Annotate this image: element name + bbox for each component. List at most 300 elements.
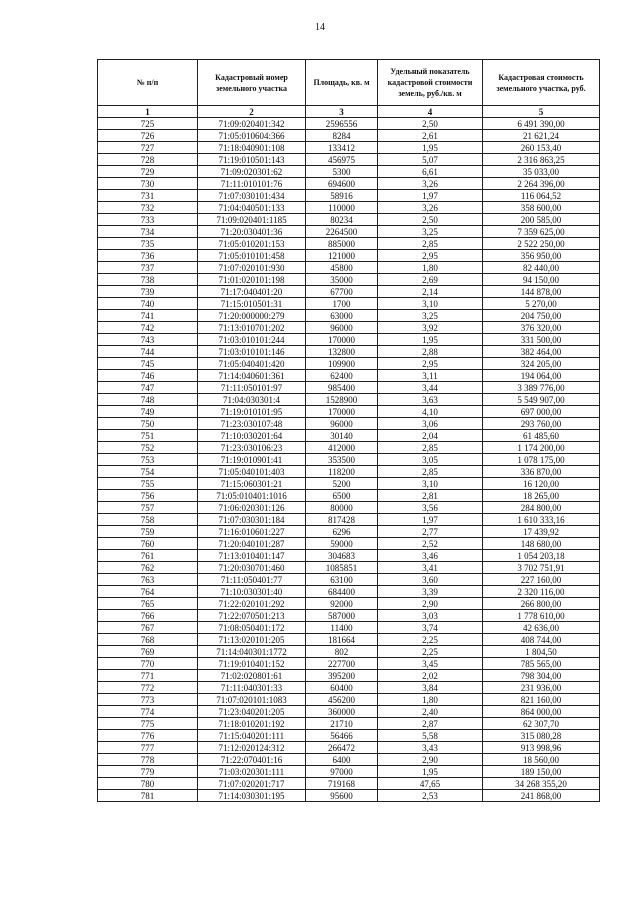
- table-row: [98, 394, 600, 406]
- value-cell: 34 268 355,20: [483, 778, 600, 790]
- table-row: [98, 358, 600, 370]
- row-number-cell: 769: [98, 646, 198, 658]
- cadastral-number-cell: 71:04:040501:133: [198, 202, 306, 214]
- area-cell: 817428: [306, 514, 378, 526]
- table-row: [98, 502, 600, 514]
- area-cell: 110000: [306, 202, 378, 214]
- table-row: [98, 346, 600, 358]
- value-cell: 200 585,00: [483, 214, 600, 226]
- value-cell: 3 389 776,00: [483, 382, 600, 394]
- row-number-cell: 771: [98, 670, 198, 682]
- rate-cell: 3,11: [378, 370, 483, 382]
- area-cell: 2264500: [306, 226, 378, 238]
- value-cell: 1 054 203,18: [483, 550, 600, 562]
- rate-cell: 3,25: [378, 310, 483, 322]
- value-cell: 913 998,96: [483, 742, 600, 754]
- cadastral-number-cell: 71:03:010101:146: [198, 346, 306, 358]
- cadastral-number-cell: 71:16:010601:227: [198, 526, 306, 538]
- row-number-cell: 740: [98, 298, 198, 310]
- value-cell: 6 491 390,00: [483, 118, 600, 130]
- header-row-number: № п/п: [98, 60, 198, 106]
- value-cell: 408 744,00: [483, 634, 600, 646]
- area-cell: 684400: [306, 586, 378, 598]
- row-number-cell: 763: [98, 574, 198, 586]
- area-cell: 266472: [306, 742, 378, 754]
- table-row: [98, 322, 600, 334]
- value-cell: 284 800,00: [483, 502, 600, 514]
- rate-cell: 1,95: [378, 766, 483, 778]
- value-cell: 1 804,50: [483, 646, 600, 658]
- rate-cell: 2,90: [378, 754, 483, 766]
- column-number: 3: [306, 106, 378, 118]
- rate-cell: 2,14: [378, 286, 483, 298]
- row-number-cell: 743: [98, 334, 198, 346]
- cadastral-number-cell: 71:09:020401:1185: [198, 214, 306, 226]
- cadastral-number-cell: 71:19:010901:41: [198, 454, 306, 466]
- rate-cell: 2,90: [378, 598, 483, 610]
- value-cell: 116 064,52: [483, 190, 600, 202]
- row-number-cell: 729: [98, 166, 198, 178]
- column-numbers-row: [98, 106, 600, 118]
- cadastral-number-cell: 71:18:040901:108: [198, 142, 306, 154]
- cadastral-number-cell: 71:03:020301:111: [198, 766, 306, 778]
- rate-cell: 3,60: [378, 574, 483, 586]
- area-cell: 96000: [306, 322, 378, 334]
- cadastral-number-cell: 71:10:030301:40: [198, 586, 306, 598]
- area-cell: 6400: [306, 754, 378, 766]
- value-cell: 1 078 175,00: [483, 454, 600, 466]
- cadastral-number-cell: 71:19:010401:152: [198, 658, 306, 670]
- row-number-cell: 746: [98, 370, 198, 382]
- table-row: [98, 586, 600, 598]
- table-row: [98, 490, 600, 502]
- cadastral-number-cell: 71:15:010501:31: [198, 298, 306, 310]
- rate-cell: 1,80: [378, 262, 483, 274]
- table-row: [98, 466, 600, 478]
- value-cell: 18 265,00: [483, 490, 600, 502]
- value-cell: 17 439,92: [483, 526, 600, 538]
- rate-cell: 3,74: [378, 622, 483, 634]
- value-cell: 293 760,00: [483, 418, 600, 430]
- rate-cell: 6,61: [378, 166, 483, 178]
- table-row: [98, 430, 600, 442]
- rate-cell: 1,97: [378, 190, 483, 202]
- rate-cell: 1,80: [378, 694, 483, 706]
- cadastral-number-cell: 71:07:020101:930: [198, 262, 306, 274]
- area-cell: 2596556: [306, 118, 378, 130]
- area-cell: 456200: [306, 694, 378, 706]
- rate-cell: 2,25: [378, 646, 483, 658]
- value-cell: 697 000,00: [483, 406, 600, 418]
- area-cell: 6296: [306, 526, 378, 538]
- value-cell: 5 270,00: [483, 298, 600, 310]
- table-row: [98, 382, 600, 394]
- table-row: [98, 538, 600, 550]
- table-row: [98, 370, 600, 382]
- row-number-cell: 765: [98, 598, 198, 610]
- cadastral-number-cell: 71:18:010201:192: [198, 718, 306, 730]
- area-cell: 45800: [306, 262, 378, 274]
- row-number-cell: 732: [98, 202, 198, 214]
- value-cell: 144 878,00: [483, 286, 600, 298]
- row-number-cell: 726: [98, 130, 198, 142]
- value-cell: 798 304,00: [483, 670, 600, 682]
- header-cadastral-number: Кадастровый номер земельного участка: [198, 60, 306, 106]
- table-row: [98, 682, 600, 694]
- value-cell: 94 150,00: [483, 274, 600, 286]
- table-row: [98, 574, 600, 586]
- area-cell: 67700: [306, 286, 378, 298]
- table-body: [98, 118, 600, 802]
- row-number-cell: 731: [98, 190, 198, 202]
- cadastral-number-cell: 71:17:040401:20: [198, 286, 306, 298]
- value-cell: 266 800,00: [483, 598, 600, 610]
- rate-cell: 2,95: [378, 250, 483, 262]
- table-row: [98, 166, 600, 178]
- value-cell: 16 120,00: [483, 478, 600, 490]
- value-cell: 785 565,00: [483, 658, 600, 670]
- area-cell: 6500: [306, 490, 378, 502]
- rate-cell: 3,44: [378, 382, 483, 394]
- rate-cell: 2,77: [378, 526, 483, 538]
- rate-cell: 2,85: [378, 442, 483, 454]
- table-row: [98, 214, 600, 226]
- rate-cell: 1,97: [378, 514, 483, 526]
- rate-cell: 3,46: [378, 550, 483, 562]
- value-cell: 227 160,00: [483, 574, 600, 586]
- cadastral-number-cell: 71:09:020301:62: [198, 166, 306, 178]
- cadastral-number-cell: 71:23:030106:23: [198, 442, 306, 454]
- cadastral-number-cell: 71:13:010401:147: [198, 550, 306, 562]
- area-cell: 63000: [306, 310, 378, 322]
- rate-cell: 2,81: [378, 490, 483, 502]
- rate-cell: 3,56: [378, 502, 483, 514]
- rate-cell: 2,87: [378, 718, 483, 730]
- cadastral-number-cell: 71:05:010101:458: [198, 250, 306, 262]
- area-cell: 80234: [306, 214, 378, 226]
- rate-cell: 2,61: [378, 130, 483, 142]
- table-row: [98, 142, 600, 154]
- rate-cell: 3,25: [378, 226, 483, 238]
- row-number-cell: 736: [98, 250, 198, 262]
- table-row: [98, 238, 600, 250]
- row-number-cell: 777: [98, 742, 198, 754]
- header-cadastral-value: Кадастровая стоимость земельного участка, руб.: [483, 60, 600, 106]
- row-number-cell: 750: [98, 418, 198, 430]
- cadastral-number-cell: 71:04:030301:4: [198, 394, 306, 406]
- row-number-cell: 754: [98, 466, 198, 478]
- area-cell: 95600: [306, 790, 378, 802]
- table-row: [98, 154, 600, 166]
- cadastral-number-cell: 71:08:050401:172: [198, 622, 306, 634]
- value-cell: 376 320,00: [483, 322, 600, 334]
- row-number-cell: 747: [98, 382, 198, 394]
- value-cell: 189 150,00: [483, 766, 600, 778]
- area-cell: 395200: [306, 670, 378, 682]
- table-row: [98, 790, 600, 802]
- row-number-cell: 756: [98, 490, 198, 502]
- area-cell: 5300: [306, 166, 378, 178]
- table-row: [98, 454, 600, 466]
- value-cell: 315 080,28: [483, 730, 600, 742]
- cadastral-number-cell: 71:09:020401:342: [198, 118, 306, 130]
- row-number-cell: 737: [98, 262, 198, 274]
- rate-cell: 2,53: [378, 790, 483, 802]
- table-row: [98, 298, 600, 310]
- cadastral-number-cell: 71:13:010701:202: [198, 322, 306, 334]
- table-row: [98, 178, 600, 190]
- area-cell: 694600: [306, 178, 378, 190]
- cadastral-number-cell: 71:05:010201:153: [198, 238, 306, 250]
- value-cell: 821 160,00: [483, 694, 600, 706]
- cadastral-number-cell: 71:07:030301:184: [198, 514, 306, 526]
- row-number-cell: 755: [98, 478, 198, 490]
- value-cell: 336 870,00: [483, 466, 600, 478]
- cadastral-number-cell: 71:07:020101:1083: [198, 694, 306, 706]
- rate-cell: 3,43: [378, 742, 483, 754]
- row-number-cell: 739: [98, 286, 198, 298]
- row-number-cell: 734: [98, 226, 198, 238]
- area-cell: 8284: [306, 130, 378, 142]
- rate-cell: 2,85: [378, 238, 483, 250]
- value-cell: 35 033,00: [483, 166, 600, 178]
- rate-cell: 4,10: [378, 406, 483, 418]
- cadastral-number-cell: 71:05:010401:1016: [198, 490, 306, 502]
- table-row: [98, 730, 600, 742]
- header-area: Площадь, кв. м: [306, 60, 378, 106]
- cadastral-number-cell: 71:14:040301:1772: [198, 646, 306, 658]
- rate-cell: 3,05: [378, 454, 483, 466]
- cadastral-number-cell: 71:23:040201:205: [198, 706, 306, 718]
- cadastral-number-cell: 71:20:030401:36: [198, 226, 306, 238]
- header-specific-rate: Удельный показатель кадастровой стоимости земель, руб./кв. м: [378, 60, 483, 106]
- value-cell: 2 320 116,00: [483, 586, 600, 598]
- cadastral-number-cell: 71:12:020124:312: [198, 742, 306, 754]
- page-number: 14: [315, 22, 325, 33]
- value-cell: 21 621,24: [483, 130, 600, 142]
- area-cell: 56466: [306, 730, 378, 742]
- area-cell: 58916: [306, 190, 378, 202]
- cadastral-number-cell: 71:07:030101:434: [198, 190, 306, 202]
- area-cell: 59000: [306, 538, 378, 550]
- cadastral-number-cell: 71:01:020101:198: [198, 274, 306, 286]
- cadastral-number-cell: 71:11:050401:77: [198, 574, 306, 586]
- area-cell: 35000: [306, 274, 378, 286]
- cadastral-number-cell: 71:06:020301:126: [198, 502, 306, 514]
- row-number-cell: 744: [98, 346, 198, 358]
- table-row: [98, 130, 600, 142]
- cadastral-number-cell: 71:20:040101:287: [198, 538, 306, 550]
- row-number-cell: 749: [98, 406, 198, 418]
- area-cell: 1700: [306, 298, 378, 310]
- value-cell: 358 600,00: [483, 202, 600, 214]
- row-number-cell: 780: [98, 778, 198, 790]
- table-header-row: [98, 60, 600, 106]
- cadastral-number-cell: 71:03:010101:244: [198, 334, 306, 346]
- cadastral-number-cell: 71:22:070401:16: [198, 754, 306, 766]
- area-cell: 353500: [306, 454, 378, 466]
- rate-cell: 3,26: [378, 202, 483, 214]
- table-row: [98, 622, 600, 634]
- value-cell: 324 205,00: [483, 358, 600, 370]
- rate-cell: 2,25: [378, 634, 483, 646]
- table-row: [98, 598, 600, 610]
- value-cell: 42 636,00: [483, 622, 600, 634]
- area-cell: 456975: [306, 154, 378, 166]
- column-number: 1: [98, 106, 198, 118]
- rate-cell: 3,03: [378, 610, 483, 622]
- area-cell: 412000: [306, 442, 378, 454]
- area-cell: 118200: [306, 466, 378, 478]
- area-cell: 92000: [306, 598, 378, 610]
- value-cell: 82 440,00: [483, 262, 600, 274]
- table-row: [98, 754, 600, 766]
- value-cell: 194 064,00: [483, 370, 600, 382]
- row-number-cell: 741: [98, 310, 198, 322]
- area-cell: 80000: [306, 502, 378, 514]
- rate-cell: 3,84: [378, 682, 483, 694]
- table-row: [98, 118, 600, 130]
- table-row: [98, 226, 600, 238]
- value-cell: 61 485,60: [483, 430, 600, 442]
- rate-cell: 3,41: [378, 562, 483, 574]
- table-row: [98, 694, 600, 706]
- rate-cell: 3,63: [378, 394, 483, 406]
- row-number-cell: 766: [98, 610, 198, 622]
- cadastral-number-cell: 71:11:040301:33: [198, 682, 306, 694]
- row-number-cell: 753: [98, 454, 198, 466]
- area-cell: 1528900: [306, 394, 378, 406]
- table-row: [98, 562, 600, 574]
- rate-cell: 2,88: [378, 346, 483, 358]
- cadastral-number-cell: 71:15:060301:21: [198, 478, 306, 490]
- area-cell: 304683: [306, 550, 378, 562]
- area-cell: 719168: [306, 778, 378, 790]
- row-number-cell: 735: [98, 238, 198, 250]
- row-number-cell: 730: [98, 178, 198, 190]
- cadastral-number-cell: 71:14:030301:195: [198, 790, 306, 802]
- area-cell: 30140: [306, 430, 378, 442]
- table-row: [98, 610, 600, 622]
- cadastral-number-cell: 71:14:040601:361: [198, 370, 306, 382]
- rate-cell: 2,95: [378, 358, 483, 370]
- cadastral-number-cell: 71:05:040101:403: [198, 466, 306, 478]
- table-row: [98, 706, 600, 718]
- cadastral-number-cell: 71:20:030701:460: [198, 562, 306, 574]
- area-cell: 802: [306, 646, 378, 658]
- row-number-cell: 751: [98, 430, 198, 442]
- cadastral-number-cell: 71:05:040401:420: [198, 358, 306, 370]
- area-cell: 97000: [306, 766, 378, 778]
- row-number-cell: 742: [98, 322, 198, 334]
- table-row: [98, 514, 600, 526]
- value-cell: 231 936,00: [483, 682, 600, 694]
- table-row: [98, 550, 600, 562]
- area-cell: 133412: [306, 142, 378, 154]
- row-number-cell: 738: [98, 274, 198, 286]
- value-cell: 2 522 250,00: [483, 238, 600, 250]
- value-cell: 241 868,00: [483, 790, 600, 802]
- row-number-cell: 759: [98, 526, 198, 538]
- value-cell: 148 680,00: [483, 538, 600, 550]
- area-cell: 132800: [306, 346, 378, 358]
- table-row: [98, 778, 600, 790]
- value-cell: 864 000,00: [483, 706, 600, 718]
- table-row: [98, 670, 600, 682]
- area-cell: 181664: [306, 634, 378, 646]
- value-cell: 1 778 610,00: [483, 610, 600, 622]
- rate-cell: 2,40: [378, 706, 483, 718]
- table-row: [98, 634, 600, 646]
- rate-cell: 5,58: [378, 730, 483, 742]
- cadastral-number-cell: 71:10:030201:64: [198, 430, 306, 442]
- cadastral-number-cell: 71:11:050101:97: [198, 382, 306, 394]
- row-number-cell: 776: [98, 730, 198, 742]
- rate-cell: 2,02: [378, 670, 483, 682]
- cadastral-number-cell: 71:20:000000:279: [198, 310, 306, 322]
- area-cell: 109900: [306, 358, 378, 370]
- row-number-cell: 778: [98, 754, 198, 766]
- rate-cell: 2,04: [378, 430, 483, 442]
- row-number-cell: 757: [98, 502, 198, 514]
- cadastral-number-cell: 71:05:010604:366: [198, 130, 306, 142]
- table-row: [98, 742, 600, 754]
- cadastral-number-cell: 71:22:070501:213: [198, 610, 306, 622]
- cadastral-number-cell: 71:23:030107:48: [198, 418, 306, 430]
- table-row: [98, 418, 600, 430]
- table-row: [98, 718, 600, 730]
- value-cell: 18 560,00: [483, 754, 600, 766]
- row-number-cell: 779: [98, 766, 198, 778]
- row-number-cell: 748: [98, 394, 198, 406]
- value-cell: 5 549 907,00: [483, 394, 600, 406]
- table-row: [98, 646, 600, 658]
- table-row: [98, 766, 600, 778]
- row-number-cell: 728: [98, 154, 198, 166]
- rate-cell: 5,07: [378, 154, 483, 166]
- value-cell: 382 464,00: [483, 346, 600, 358]
- rate-cell: 47,65: [378, 778, 483, 790]
- row-number-cell: 733: [98, 214, 198, 226]
- area-cell: 985400: [306, 382, 378, 394]
- rate-cell: 3,10: [378, 298, 483, 310]
- table-row: [98, 190, 600, 202]
- row-number-cell: 752: [98, 442, 198, 454]
- rate-cell: 3,92: [378, 322, 483, 334]
- area-cell: 11400: [306, 622, 378, 634]
- cadastral-number-cell: 71:19:010101:95: [198, 406, 306, 418]
- rate-cell: 3,45: [378, 658, 483, 670]
- table-row: [98, 262, 600, 274]
- cadastral-number-cell: 71:22:020101:292: [198, 598, 306, 610]
- cadastral-number-cell: 71:15:040201:111: [198, 730, 306, 742]
- value-cell: 2 264 396,00: [483, 178, 600, 190]
- row-number-cell: 767: [98, 622, 198, 634]
- row-number-cell: 764: [98, 586, 198, 598]
- table-row: [98, 286, 600, 298]
- cadastral-number-cell: 71:13:020101:205: [198, 634, 306, 646]
- area-cell: 62400: [306, 370, 378, 382]
- area-cell: 5200: [306, 478, 378, 490]
- area-cell: 60400: [306, 682, 378, 694]
- row-number-cell: 725: [98, 118, 198, 130]
- value-cell: 331 500,00: [483, 334, 600, 346]
- rate-cell: 2,85: [378, 466, 483, 478]
- row-number-cell: 758: [98, 514, 198, 526]
- row-number-cell: 781: [98, 790, 198, 802]
- row-number-cell: 727: [98, 142, 198, 154]
- rate-cell: 1,95: [378, 142, 483, 154]
